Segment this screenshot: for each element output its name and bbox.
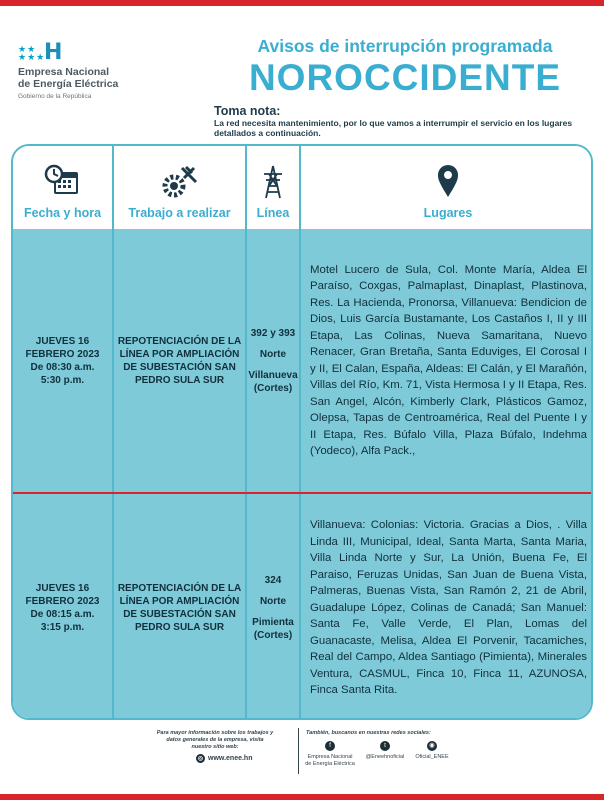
line-place-name: Pimienta <box>252 617 294 628</box>
row-places <box>301 494 593 720</box>
header-places <box>301 146 593 229</box>
power-tower-icon <box>247 164 299 200</box>
footer-divider <box>298 728 299 774</box>
social-facebook[interactable] <box>302 741 358 767</box>
page-title: NOROCCIDENTE <box>248 57 562 98</box>
website-link[interactable]: www.enee.hn <box>208 755 253 762</box>
outage-table <box>11 144 593 720</box>
line-place-dept: (Cortes) <box>253 382 293 394</box>
date-start: De 08:30 a.m. <box>30 361 95 373</box>
work-line: LÍNEA POR AMPLIACIÓN <box>119 596 240 607</box>
logo-name-line1: Empresa Nacional <box>18 66 110 78</box>
facebook-icon: f <box>325 741 335 751</box>
footer <box>0 722 604 794</box>
row-date <box>13 494 112 720</box>
row-date <box>13 229 112 492</box>
line-zone: Norte <box>259 348 287 360</box>
places-text: Motel Lucero de Sula, Col. Monte María, Aldea El Paraíso, Coxgas, Palmaplast, Dinaplast, Plastinova, Res. La Hacienda, Pronorsa, Villanueva: Bendicion de Dios, Luis García Bustamante, Los Castaños I, II y III Etapa, Las Colinas, Nueva Samaritana, Nuevo Renacer, Gran Bretaña, Santa Eduviges, El Corosal I y II, El Calan, España, Aldeas: El Calán, y El Marañón, Villas del Río, Km. 71, Vista Hermosa I y II Etapa, Res. San Angel, Alcón, Kimberly Clark, Plásticos Gamoz, Olepsa, Tapas de Centroamérica, Real del Puente I y II Etapa, Res. Búfalo Villa, Plaza Búfalo, Indehma (Yodeco), Alfa Pack., <box>310 263 587 457</box>
facebook-line1: Empresa Nacional <box>307 754 353 760</box>
gears-tools-icon <box>114 164 245 200</box>
row-places <box>301 229 593 492</box>
location-pin-icon <box>301 164 593 200</box>
twitter-handle: @Eneehnoficial <box>365 754 405 760</box>
date-end: 3:15 p.m. <box>40 622 85 633</box>
header-work-label: Trabajo a realizar <box>128 206 231 220</box>
page-subtitle: Avisos de interrupción programada <box>257 36 553 56</box>
instagram-handle: Oficial_ENEE <box>415 754 449 760</box>
note-body: La red necesita mantenimiento, por lo que vamos a interrumpir el servicio en los lugares detallados a continuación. <box>214 118 573 138</box>
header-line <box>247 146 299 229</box>
header-date-label: Fecha y hora <box>23 206 102 220</box>
facebook-line2: de Energía Eléctrica <box>305 760 355 767</box>
logo-mark <box>18 42 158 64</box>
work-line: REPOTENCIACIÓN DE LA <box>117 583 242 594</box>
date-day: JUEVES 16 <box>35 583 90 594</box>
table-row <box>13 494 591 720</box>
table-row <box>13 229 591 492</box>
date-start: De 08:15 a.m. <box>30 609 95 620</box>
work-line: REPOTENCIACIÓN DE LA <box>117 335 242 347</box>
clock-calendar-icon <box>13 164 112 200</box>
note-heading: Toma nota: <box>214 104 281 118</box>
stars-icon: ★★ ★★★ <box>18 44 46 62</box>
line-number: 392 y 393 <box>250 327 296 339</box>
header-places-label: Lugares <box>423 206 473 220</box>
instagram-icon: ◉ <box>427 741 437 751</box>
work-line: DE SUBESTACIÓN SAN <box>123 609 236 620</box>
work-line: DE SUBESTACIÓN SAN <box>123 361 236 373</box>
footer-info: Para mayor información sobre los trabajos y datos generales de la empresa, visita nuestro sitio web: <box>156 730 274 750</box>
date-month: FEBRERO 2023 <box>25 596 100 607</box>
header-line-label: Línea <box>256 206 290 220</box>
work-line: PEDRO SULA SUR <box>134 622 225 633</box>
header-date <box>13 146 112 229</box>
bottom-red-bar <box>0 794 604 800</box>
line-place-dept: (Cortes) <box>253 630 293 641</box>
row-work <box>114 494 245 720</box>
row-work <box>114 229 245 492</box>
date-end: 5:30 p.m. <box>40 374 85 386</box>
title-block <box>210 36 600 97</box>
line-place <box>248 369 297 395</box>
line-place <box>252 616 294 642</box>
footer-website[interactable] <box>196 754 252 763</box>
logo-name-line2: de Energía Eléctrica <box>18 78 119 90</box>
places-text: Villanueva: Colonias: Victoria. Gracias a Dios, . Villa Linda III, Municipal, Ideal, Santa Marta, Santa Maria, Villa Linda Norte y Sur, La Unión, Buena Fe, El Paraiso, Feruzas Unidas, San Juan de Buena Vista, Palmeras, Buenas Vista, San Ramón 2, 21 de Abril, Guadalupe López, Colinas de Canadá; San Manuel: Santa Fe, Valle Verde, El Plan, Lomas del Guanacaste, Melisa, Aldea El Porvenir, Tacamiches, Real del Campo, Aldea Santiago (Pimienta), Minerales Ventura, CASMUL, Finca 10, Finca 11, AZUNOSA, Finca Santa Rita. <box>310 519 587 697</box>
row-line <box>247 229 299 492</box>
line-number: 324 <box>264 575 282 586</box>
header <box>0 8 604 140</box>
twitter-icon: t <box>380 741 390 751</box>
row-line <box>247 494 299 720</box>
top-red-bar <box>0 0 604 6</box>
work-line: PEDRO SULA SUR <box>134 374 225 386</box>
globe-icon: ◎ <box>197 756 204 762</box>
logo-letter: H <box>44 40 63 65</box>
header-work <box>114 146 245 229</box>
line-zone: Norte <box>259 596 287 607</box>
social-instagram[interactable] <box>410 741 454 761</box>
date-day: JUEVES 16 <box>35 335 90 347</box>
work-line: LÍNEA POR AMPLIACIÓN <box>119 348 240 360</box>
line-place-name: Villanueva <box>248 369 298 381</box>
social-twitter[interactable] <box>360 741 410 761</box>
date-month: FEBRERO 2023 <box>25 348 100 360</box>
logo-government: Gobierno de la República <box>18 93 92 100</box>
social-title: También, buscanos en nuestras redes sociales: <box>306 730 431 736</box>
table-header <box>13 146 591 229</box>
enee-logo <box>18 42 158 100</box>
table-body <box>13 229 591 720</box>
